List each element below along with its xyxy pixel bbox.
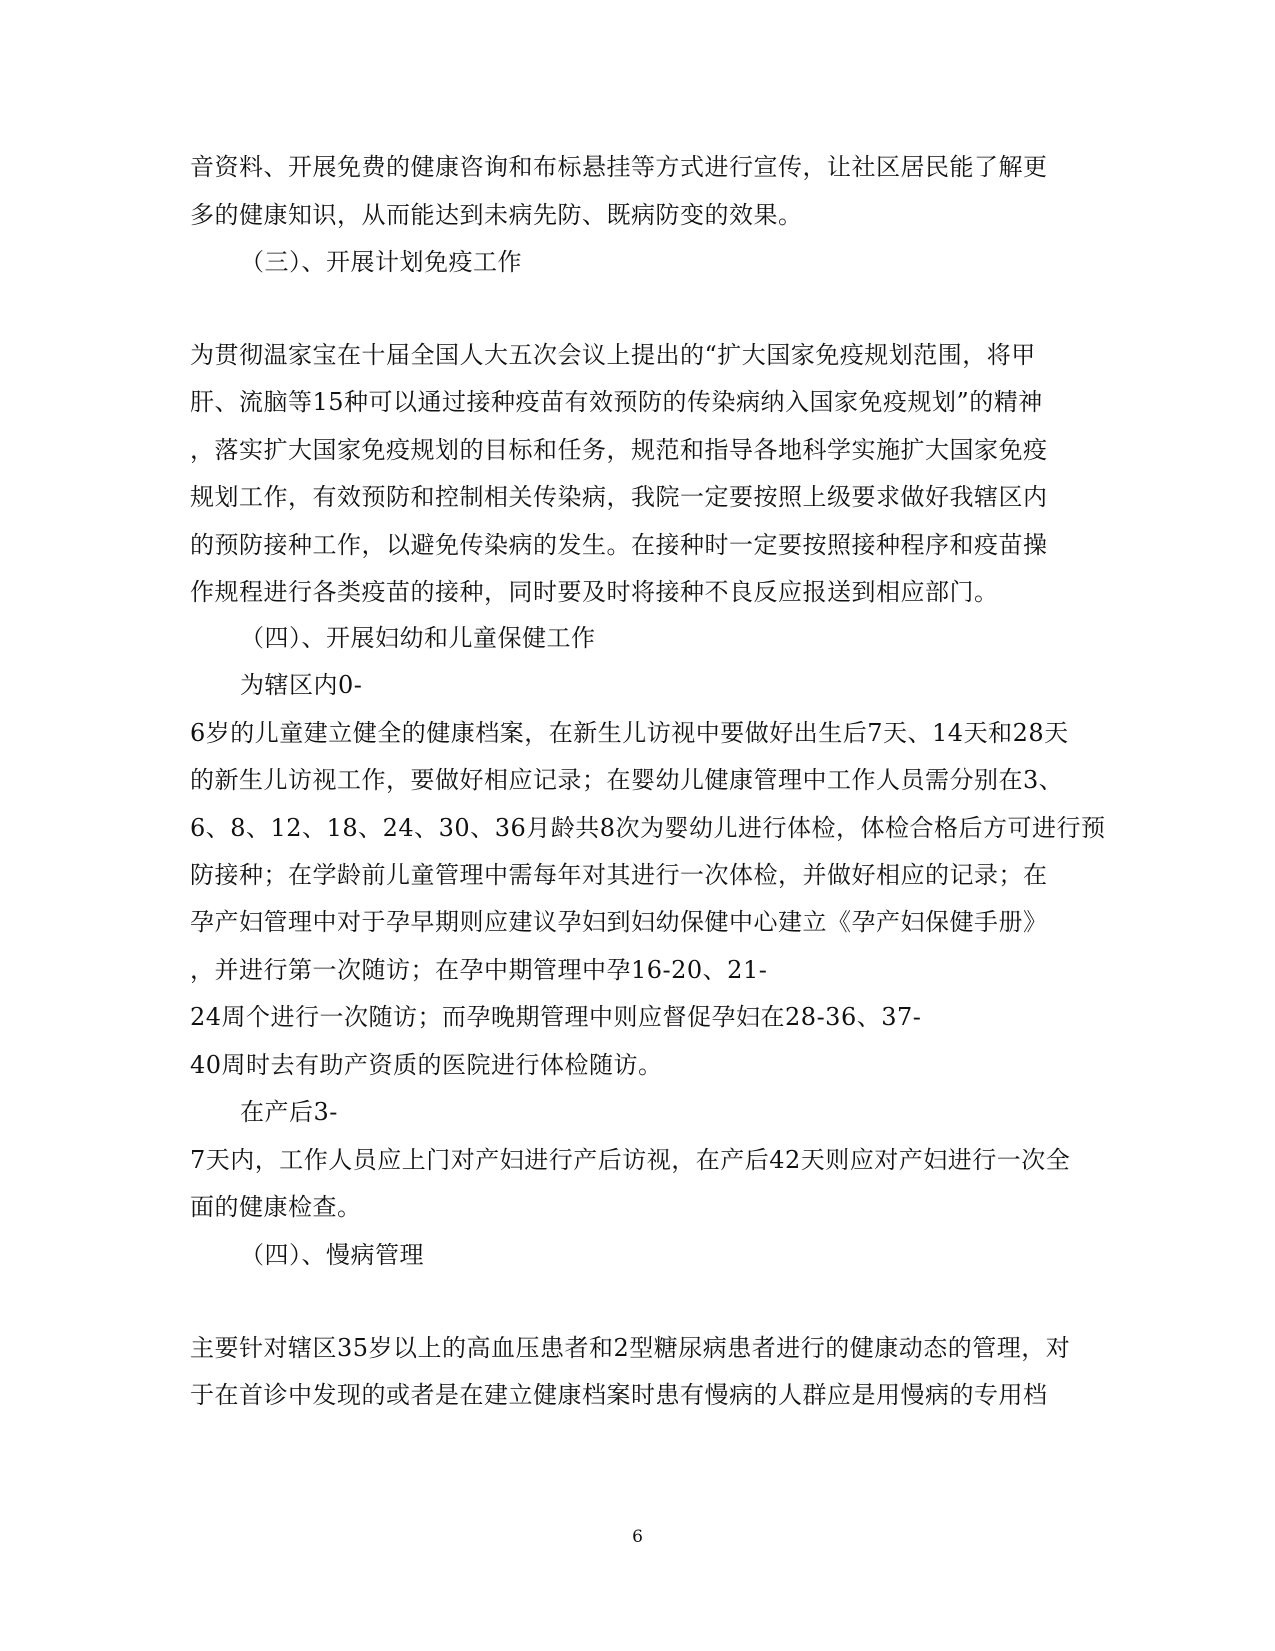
body-text-line: 在产后3- [240, 1098, 338, 1126]
section-heading: （四）、开展妇幼和儿童保健工作 [240, 624, 596, 652]
body-text-line: 防接种；在学龄前儿童管理中需每年对其进行一次体检，并做好相应的记录；在 [190, 861, 1048, 889]
body-text-line: 音资料、开展免费的健康咨询和布标悬挂等方式进行宣传，让社区居民能了解更 [190, 153, 1048, 181]
body-text-line: 主要针对辖区35岁以上的高血压患者和2型糖尿病患者进行的健康动态的管理，对 [190, 1334, 1071, 1362]
body-text-line: 肝、流脑等15种可以通过接种疫苗有效预防的传染病纳入国家免疫规划”的精神 [190, 388, 1043, 416]
body-text-line: 为贯彻温家宝在十届全国人大五次会议上提出的“扩大国家免疫规划范围，将甲 [190, 341, 1036, 369]
body-text-line: 7天内，工作人员应上门对产妇进行产后访视，在产后42天则应对产妇进行一次全 [190, 1146, 1071, 1174]
page-number: 6 [632, 1527, 643, 1547]
body-text-line: ，落实扩大国家免疫规划的目标和任务，规范和指导各地科学实施扩大国家免疫 [190, 436, 1048, 464]
body-text-line: 规划工作，有效预防和控制相关传染病，我院一定要按照上级要求做好我辖区内 [190, 483, 1048, 511]
body-text-line: 6、8、12、18、24、30、36月龄共8次为婴幼儿进行体检，体检合格后方可进行预 [190, 814, 1106, 842]
body-text-line: 孕产妇管理中对于孕早期则应建议孕妇到妇幼保健中心建立《孕产妇保健手册》 [190, 908, 1048, 936]
body-text-line: 的预防接种工作，以避免传染病的发生。在接种时一定要按照接种程序和疫苗操 [190, 531, 1048, 559]
body-text-line: ，并进行第一次随访；在孕中期管理中孕16-20、21- [190, 956, 768, 984]
body-text-line: 面的健康检查。 [190, 1193, 362, 1221]
body-text-line: 6岁的儿童建立健全的健康档案，在新生儿访视中要做好出生后7天、14天和28天 [190, 719, 1069, 747]
body-text-line: 作规程进行各类疫苗的接种，同时要及时将接种不良反应报送到相应部门。 [190, 578, 999, 606]
body-text-line: 24周个进行一次随访；而孕晚期管理中则应督促孕妇在28-36、37- [190, 1003, 922, 1031]
body-text-line: 为辖区内0- [240, 671, 363, 699]
body-text-line: 40周时去有助产资质的医院进行体检随访。 [190, 1051, 663, 1079]
body-text-line: 于在首诊中发现的或者是在建立健康档案时患有慢病的人群应是用慢病的专用档 [190, 1381, 1048, 1409]
body-text-line: 多的健康知识，从而能达到未病先防、既病防变的效果。 [190, 201, 803, 229]
body-text-line: 的新生儿访视工作，要做好相应记录；在婴幼儿健康管理中工作人员需分别在3、 [190, 766, 1064, 794]
section-heading: （三）、开展计划免疫工作 [240, 248, 522, 276]
section-heading: （四）、慢病管理 [240, 1241, 424, 1269]
